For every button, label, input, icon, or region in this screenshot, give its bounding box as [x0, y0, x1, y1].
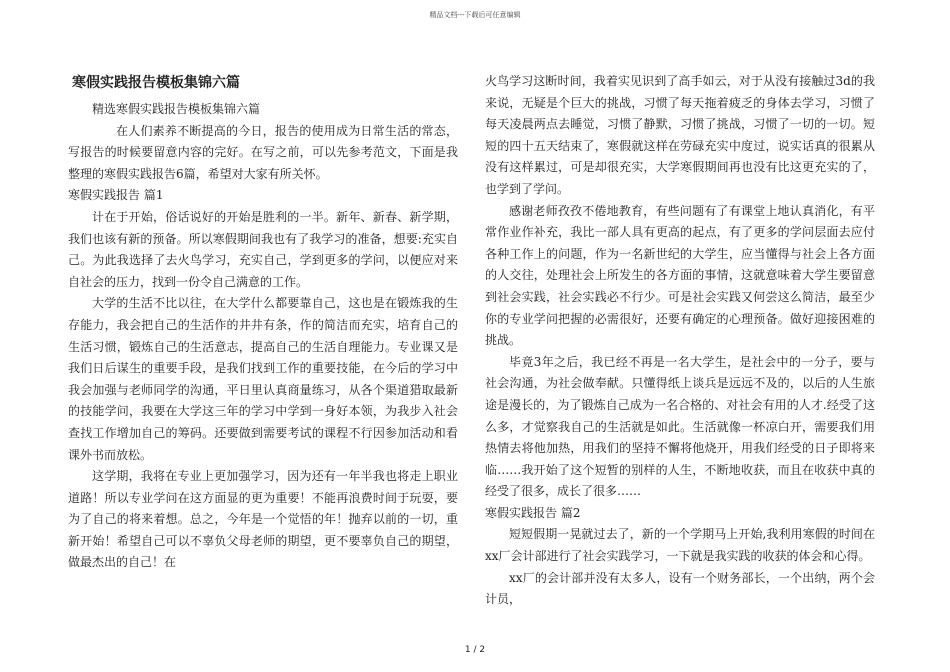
paragraph: 毕竟3年之后，我已经不再是一名大学生，是社会中的一分子，要与社会沟通，为社会做奉献。只懂得纸上谈兵是远远不及的，以后的人生旅途是漫长的，为了锻炼自己成为一名合格的、对社会有用的人才.经受了这么多，才觉察我自己的生活就是如此。生活就像一杯凉白开，需要我们用热情去将他加热，用我们的坚持不懈将他烧开，用我们经受的日子即将来临……我开始了这个短暂的别样的人生，不断地收获，而且在收获中真的经受了很多，成长了很多……: [485, 354, 875, 499]
document-title: 寒假实践报告模板集锦六篇: [72, 75, 240, 91]
page-header: 精品文档---下载后可任意编辑: [429, 11, 521, 19]
paragraph: xx厂的会计部并没有太多人，设有一个财务部长，一个出纳，两个会计员，: [485, 570, 875, 607]
section-heading-2: 寒假实践报告 篇2: [485, 505, 581, 520]
paragraph: 大学的生活不比以往，在大学什么都要靠自己，这也是在锻炼我的生存能力，我会把自己的生活作的井井有条，作的简洁而充实，培育自己的生活习惯，锻炼自己的生活意志，提高自己的生活自理能力。专业课又是我们日后谋生的重要手段，是我们找到工作的重要技能，在今后的学习中我会加强与老师同学的沟通，平日里认真商量练习，从各个渠道猎取最新的技能学问，我要在大学这三年的学习中学到一身好本领，为我步入社会查找工作增加自己的筹码。还要做到需要考试的课程不行因参加活动和看课外书而放松。: [68, 296, 458, 462]
right-column: [485, 71, 875, 611]
paragraph: 这学期，我将在专业上更加强学习，因为还有一年半我也将走上职业道路！所以专业学问在这方面显的更为重要！不能再浪费时间于玩耍，要为了自己的将来着想。总之，今年是一个觉悟的年！抛弃以前的一切，重新开始！希望自己可以不辜负父母老师的期望，更不要辜负自己的期望，做最杰出的自己！在: [68, 469, 458, 570]
paragraph: 火鸟学习这断时间，我着实见识到了高手如云，对于从没有接触过3d的我来说，无疑是个巨大的挑战，习惯了每天拖着疲乏的身体去学习，习惯了每天凌晨两点去睡觉，习惯了静默，习惯了挑战，习惯了一切的一切。短短的四十五天结束了，寒假就这样在劳碌充实中度过，说实话真的很累从没有这样累过，可是却很充实，大学寒假期间再也没有比这更充实的了，也学到了学问。: [485, 74, 875, 196]
document-subtitle: 精选寒假实践报告模板集锦六篇: [92, 102, 261, 116]
section-heading-1: 寒假实践报告 篇1: [68, 188, 164, 203]
left-column: [68, 73, 458, 574]
page-number: 1 / 2: [464, 645, 486, 655]
paragraph: 感谢老师孜孜不倦地教育，有些问题有了有课堂上地认真消化，有平常作业作补充，我比一部人具有更高的起点，有了更多的学问层面去应付各种工作上的问题，作为一名新世纪的大学生，应当懂得与社会上各方面的人交往，处理社会上所发生的各方面的事情，这就意味着大学生要留意到社会实践，社会实践必不行少。可是社会实践又何尝这么简洁，最至少你的专业学问把握的必需很好，还要有确定的心理预备。做好迎接困难的挑战。: [485, 203, 875, 348]
intro-paragraph: 在人们素养不断提高的今日，报告的使用成为日常生活的常态，写报告的时候要留意内容的完好。在写之前，可以先参考范文，下面是我整理的寒假实践报告6篇，希望对大家有所关怀。: [68, 123, 458, 181]
paragraph: 短短假期一晃就过去了，新的一个学期马上开始,我利用寒假的时间在xx厂会计部进行了社会实践学习，一下就是我实践的收获的体会和心得。: [485, 527, 875, 564]
paragraph: 计在于开始，俗话说好的开始是胜利的一半。新年、新春、新学期，我们也该有新的预备。所以寒假期间我也有了我学习的准备，想要:充实自己。为此我选择了去火鸟学习，充实自己，学到更多的学问，以便应对来自社会的压力，找到一份令自己满意的工作。: [68, 209, 458, 289]
